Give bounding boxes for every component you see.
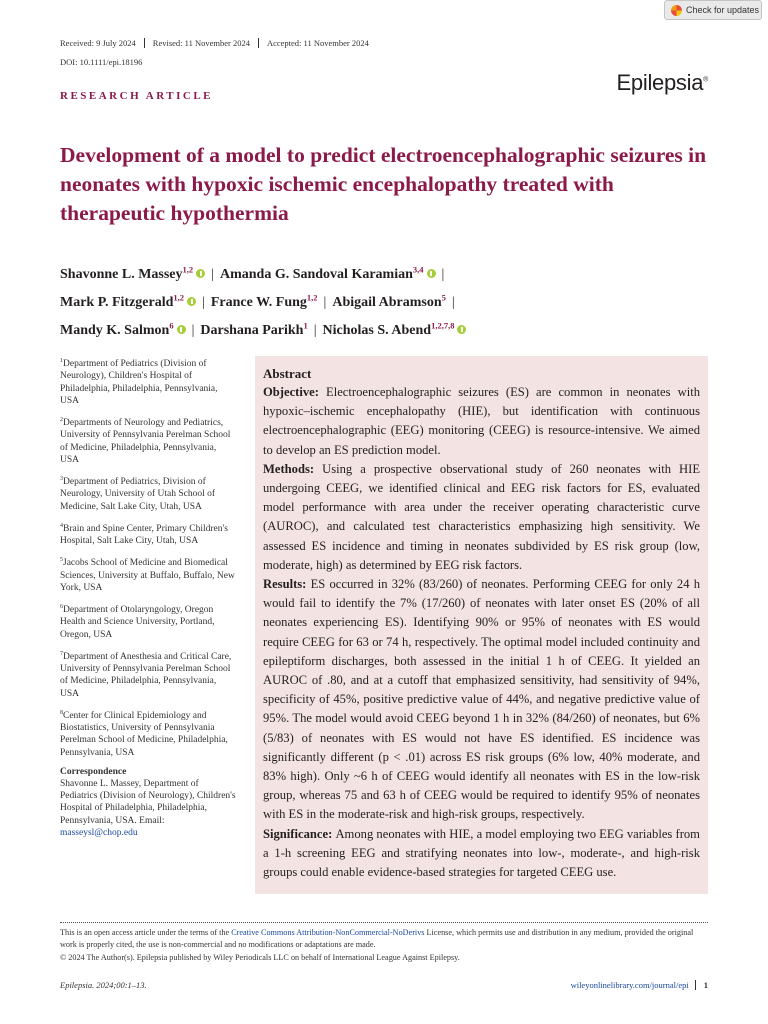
author: Nicholas S. Abend$^{1,2,7,8}$ <box>323 323 467 338</box>
article-dates <box>60 38 377 48</box>
author: Mandy K. Salmon$^6$ <box>60 323 186 338</box>
check-for-updates-label: Check for updates <box>686 5 760 15</box>
affiliations <box>60 355 236 839</box>
page-number: 1 <box>695 980 708 990</box>
orcid-icon[interactable] <box>187 297 196 306</box>
revised-date: Revised: 11 November 2024 <box>145 38 259 48</box>
author-separator: | <box>191 322 195 338</box>
author-affiliation-sup: 1,2,7,8 <box>431 320 455 331</box>
abstract-section: Significance: Among neonates with HIE, a model employing two EEG variables from a 1-h screening EEG and stratifying neonates into low-, moderate-, and high-risk groups could enable evidence-based strategies for targeted CEEG use. <box>263 826 700 880</box>
license-pre: This is an open access article under the terms of the <box>60 928 232 937</box>
abstract-section: Results: ES occurred in 32% (83/260) of neonates. Performing CEEG for only 24 h would fail to identify the 7% (17/260) of neonates with later onset ES (20% of all neonates experiencing ES). Identifying 90% or 95% of neonates with ES would require CEEG for 63 or 74 h, respectively. The optimal model included continuity and epileptiform discharges, both assessed in the initial 1 h of CEEG. It yielded an AUROC of .80, and at a cutoff that emphasized sensitivity, had sensitivity of 94%, specificity of 45%, positive predictive value of 44%, and negative predictive value of 95%. The model would avoid CEEG beyond 1 h in 32% (84/260) of neonates, but 6% (5/83) of neonates with ES would not have ES identified. ES incidence was significantly different (p < .01) across ES risk groups (6% low, 40% moderate, and 83% high). Only ~6 h of CEEG would identify all neonates with ES in the low-risk group, whereas 75 and 63 h of CEEG would be required to identify 95% of neonates with ES in the moderate-risk and high-risk groups, respectively. <box>263 577 700 822</box>
orcid-icon[interactable] <box>196 269 205 278</box>
abstract-section: Objective: Electroencephalographic seizures (ES) are common in neonates with hypoxic–ischemic encephalopathy (HIE), but identification with continuous electroencephalographic (EEG) monitoring (CEEG) is resource-intensive. We aimed to develop an ES prediction model. <box>263 385 700 457</box>
author: Abigail Abramson$^5$ <box>332 292 446 310</box>
license-post: License, which permits use and distribution in any medium, provided the original work is properly cited, the use is non-commercial and no modifications or adaptations are made. <box>60 928 694 950</box>
journal-logo <box>617 70 708 96</box>
orcid-icon[interactable] <box>457 325 466 334</box>
journal-mark: ® <box>703 76 708 84</box>
email-link[interactable]: masseysl@chop.edu <box>60 827 138 838</box>
correspondence-text: Shavonne L. Massey, Department of Pediatrics (Division of Neurology), Children's Hospital of Philadelphia, Philadelphia, Pennsylvania, USA. <box>60 778 236 826</box>
footer-citation: Epilepsia. 2024;00:1–13. <box>60 980 147 990</box>
correspondence <box>60 766 236 839</box>
author: Darshana Parikh$^1$ <box>200 320 308 338</box>
correspondence-heading: Correspondence <box>60 766 127 777</box>
author: Shavonne L. Massey$^{1,2}$ <box>60 267 205 282</box>
author-affiliation-sup: 3,4 <box>412 264 424 274</box>
article-type: RESEARCH ARTICLE <box>60 90 214 102</box>
email-label: Email: <box>139 815 165 826</box>
author-list <box>60 258 720 342</box>
author-affiliation-sup: 6 <box>169 320 174 331</box>
author-separator: | <box>211 266 214 282</box>
author: Mark P. Fitzgerald$^{1,2}$ <box>60 295 196 310</box>
orcid-icon[interactable] <box>427 269 436 278</box>
check-for-updates-button[interactable] <box>664 0 762 20</box>
orcid-icon[interactable] <box>177 325 186 334</box>
abstract-box <box>255 356 708 894</box>
affiliation-item: $^4$Brain and Spine Center, Primary Children's Hospital, Salt Lake City, Utah, USA <box>60 522 228 547</box>
license-link[interactable]: Creative Commons Attribution-NonCommercial-NoDerivs <box>231 928 425 937</box>
author: France W. Fung$^{1,2}$ <box>210 292 318 310</box>
author: Amanda G. Sandoval Karamian$^{3,4}$ <box>220 267 436 282</box>
journal-url-link[interactable]: wileyonlinelibrary.com/journal/epi <box>570 980 689 990</box>
affiliation-item: $^3$Department of Pediatrics, Division of Neurology, University of Utah School of Medicine, Salt Lake City, Utah, USA <box>60 475 216 512</box>
footnote-divider <box>60 922 708 923</box>
journal-name: Epilepsia <box>616 70 704 95</box>
abstract-heading: Abstract <box>263 366 312 381</box>
accepted-date: Accepted: 11 November 2024 <box>266 38 369 48</box>
author-affiliation-sup: 1 <box>303 320 308 331</box>
author-separator: | <box>313 322 317 338</box>
footer-right <box>571 980 708 990</box>
received-date: Received: 9 July 2024 <box>60 38 145 48</box>
author-affiliation-sup: 1,2 <box>182 264 194 274</box>
author-separator: | <box>323 294 327 310</box>
author-affiliation-sup: 1,2 <box>173 292 185 303</box>
article-title: Development of a model to predict electroencephalographic seizures in neonates with hypoxic ischemic encephalopathy treated with therapeutic hypothermia <box>60 143 707 225</box>
crossmark-icon <box>671 5 682 16</box>
author-separator: | <box>202 294 205 310</box>
affiliation-item: $^6$Department of Otolaryngology, Oregon Health and Science University, Portland, Oregon, USA <box>60 604 215 640</box>
author-separator: | <box>451 294 455 310</box>
doi: DOI: 10.1111/epi.18196 <box>60 57 143 67</box>
affiliation-item: $^1$Department of Pediatrics (Division of Neurology), Children's Hospital of Philadelphia, Philadelphia, Pennsylvania, USA <box>60 358 218 406</box>
copyright-line: © 2024 The Author(s). Epilepsia published by Wiley Periodicals LLC on behalf of International League Against Epilepsy. <box>60 952 460 962</box>
affiliation-item: $^7$Department of Anesthesia and Critical Care, University of Pennsylvania Perelman School of Medicine, Philadelphia, Pennsylvania, USA <box>60 650 232 699</box>
affiliation-item: $^8$Center for Clinical Epidemiology and Biostatistics, University of Pennsylvania Perelman School of Medicine, Philadelphia, Pennsylvania, USA <box>60 709 228 758</box>
author-affiliation-sup: 5 <box>441 292 446 303</box>
license-notice <box>60 927 700 964</box>
author-separator: | <box>441 266 445 282</box>
author-affiliation-sup: 1,2 <box>306 292 318 303</box>
affiliation-item: $^5$Jacobs School of Medicine and Biomedical Sciences, University at Buffalo, Buffalo, New York, USA <box>60 557 235 593</box>
abstract-section: Methods: Using a prospective observational study of 260 neonates with HIE undergoing CEEG, we identified clinical and EEG risk factors for ES, evaluated model performance with area under the receiver operating characteristic curve (AUROC), and calculated test characteristics emphasizing high sensitivity. We assessed ES incidence and timing in neonates subdivided by ES risk group (low, moderate, high) as determined by EEG risk factors. <box>263 461 701 572</box>
affiliation-item: $^2$Departments of Neurology and Pediatrics, University of Pennsylvania Perelman School of Medicine, Philadelphia, Pennsylvania, USA <box>60 416 231 465</box>
